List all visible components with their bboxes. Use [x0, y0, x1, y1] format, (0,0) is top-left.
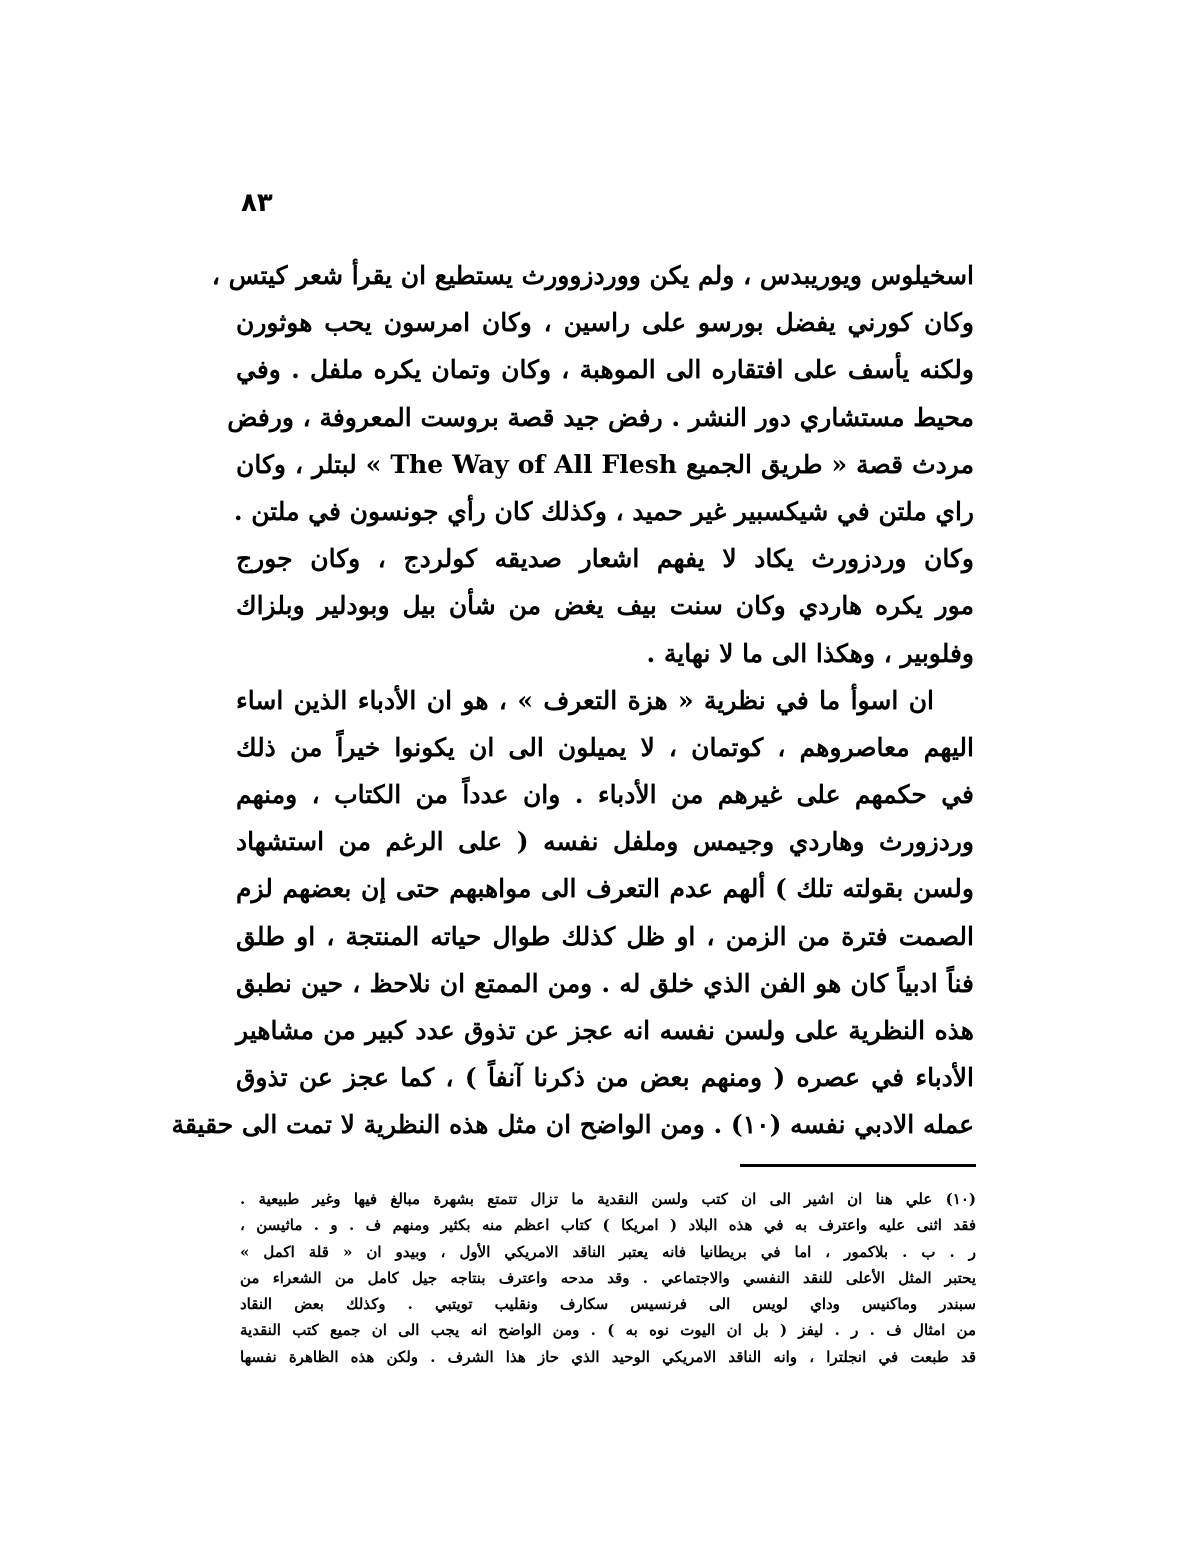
- text-line: محيط مستشاري دور النشر . رفض جيد قصة بروست المعروفة ، ورفض: [227, 402, 974, 432]
- footnote-line: فقد اثنى عليه واعترف به في هذه البلاد ( امريكا ) كتاب اعظم منه بكثير ومنهم ف . و . ماثيسن ،: [240, 1216, 976, 1235]
- text-line: اسخيلوس ويوريبدس ، ولم يكن ووردزوورث يستطيع ان يقرأ شعر كيتس ،: [211, 261, 974, 290]
- text-line: الأدباء في عصره ( ومنهم بعض من ذكرنا آنفاً ) ، كما عجز عن تذوق: [236, 1063, 974, 1093]
- text-line: مردث قصة « طريق الجميع The Way of All Flesh » لبتلر ، وكان: [236, 449, 974, 479]
- text-line: وكان كورني يفضل بورسو على راسين ، وكان امرسون يحب هوثورن: [236, 308, 974, 338]
- text-line: مور يكره هاردي وكان سنت بيف يغض من شأن بيل وبودلير وبلزاك: [236, 591, 974, 621]
- footnote-line: ر . ب . بلاكمور ، اما في بريطانيا فانه يعتبر الناقد الامريكي الأول ، وبيدو ان « قلة اكمل »: [240, 1242, 976, 1261]
- text-line: ولسن بقولته تلك ) ألهم عدم التعرف الى مواهبهم حتى إن بعضهم لزم: [236, 874, 974, 904]
- page-number: ٨٣: [241, 188, 273, 218]
- text-line: راي ملتن في شيكسبير غير حميد ، وكذلك كان رأي جونسون في ملتن .: [233, 496, 974, 526]
- footnote-line: (١٠) علي هنا ان اشير الى ان كتب ولسن النقدية ما تزال تتمتع بشهرة مبالغ فيها وغير طبيعية .: [240, 1190, 976, 1208]
- text-line: هذه النظرية على ولسن نفسه انه عجز عن تذوق عدد كبير من مشاهير: [236, 1016, 974, 1045]
- text-line: وكان وردزورث يكاد لا يفهم اشعار صديقه كولردج ، وكان جورج: [236, 544, 974, 574]
- footnote-divider: [740, 1164, 976, 1167]
- text-line: وفلوبير ، وهكذا الى ما لا نهاية .: [646, 638, 974, 668]
- footnote-line: سبندر وماكنيس وداي لويس الى فرنسيس سكارف ونقليب تويتبي . وكذلك بعض النقاد: [240, 1295, 976, 1314]
- main-text: [171, 252, 974, 1149]
- footnote-line: من امثال ف . ر . ليفز ( بل ان اليوت نوه به ) . ومن الواضح انه يجب الى ان جميع كتب النقدية: [240, 1321, 976, 1340]
- text-line: فناً ادبياً كان هو الفن الذي خلق له . ومن الممتع ان نلاحظ ، حين نطبق: [236, 968, 974, 998]
- text-line: وردزورث وهاردي وجيمس وملفل نفسه ( على الرغم من استشهاد: [236, 827, 974, 857]
- footnote-line: قد طبعت في انجلترا ، وانه الناقد الامريكي الوحيد الذي حاز هذا الشرف . ولكن هذه الظاهرة نفسها: [240, 1347, 976, 1366]
- text-line: الصمت فترة من الزمن ، او ظل كذلك طوال حياته المنتجة ، او طلق: [236, 921, 974, 951]
- text-line: اليهم معاصروهم ، كوتمان ، لا يميلون الى ان يكونوا خيراً من ذلك: [236, 732, 974, 762]
- text-line: في حكمهم على غيرهم من الأدباء . وان عدداً من الكتاب ، ومنهم: [236, 780, 974, 810]
- text-line: ولكنه يأسف على افتقاره الى الموهبة ، وكان وتمان يكره ملفل . وفي: [236, 355, 974, 385]
- footnote-line: يحتبر المثل الأعلى للنقد النفسي والاجتماعي . وقد مدحه واعترف بنتاجه جيل كامل من الشعراء من: [240, 1268, 976, 1287]
- text-line: ان اسوأ ما في نظرية « هزة التعرف » ، هو ان الأدباء الذين اساء: [236, 685, 934, 715]
- text-line: عمله الادبي نفسه (١٠) . ومن الواضح ان مثل هذه النظرية لا تمت الى حقيقة: [171, 1110, 974, 1140]
- footnotes: [240, 1186, 976, 1370]
